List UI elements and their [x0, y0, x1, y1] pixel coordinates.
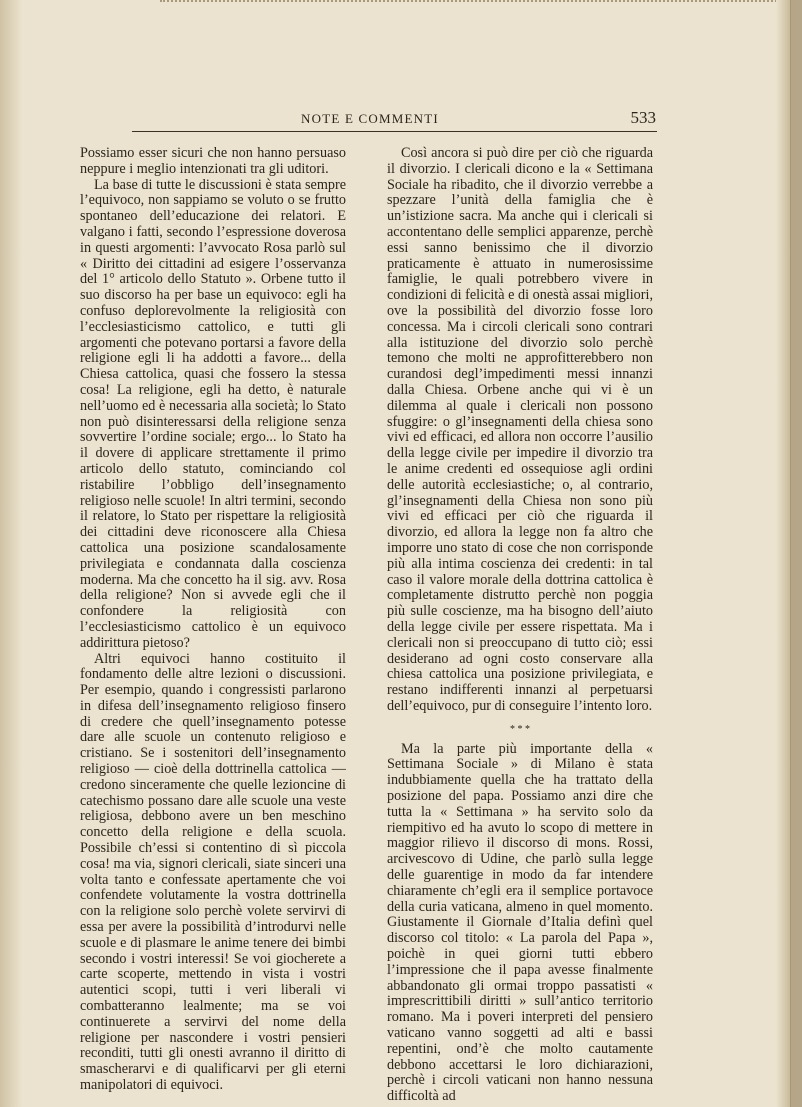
paragraph: La base di tutte le discussioni è stata sempre l’equivoco, non sappiamo se voluto o se frutto spontaneo dell’educazione dei relatori. E valgano i fatti, secondo l’espressione doverosa in questi argomenti: l’avvocato Rosa parlò sul « Diritto dei cittadini ad esigere l’osservanza del 1° articolo dello Statuto ». Orbene tutto il suo discorso ha per base un equivoco: egli ha confuso deplorevolmente la religiosità con l’ecclesiasticismo cattolico, e tutti gli argomenti che potevano portarsi a favore della religione egli li ha addotti a favore... della Chiesa cattolica, quasi che fossero la stessa cosa! La religione, egli ha detto, è naturale nell’uomo ed è necessaria alla società; lo Stato non può disinteressarsi della religione senza sovvertire l’ordine sociale; ergo... lo Stato ha il dovere di applicare strettamente il primo articolo dello statuto, cominciando col ristabilire l’obbligo dell’insegnamento religioso nelle scuole! In altri termini, secondo il relatore, lo Stato per rispettare la religiosità dei cittadini deve riconoscere alla Chiesa cattolica una posizione scandalosamente privilegiata e condannata dalla coscienza moderna. Ma che concetto ha il sig. avv. Rosa della religione? Non si avvede egli che il confondere la religiosità con l’ecclesiasticismo cattolico è un equivoco addirittura pietoso?: [80, 176, 346, 651]
page-number: 533: [630, 108, 656, 127]
paragraph: Altri equivoci hanno costituito il fondamento delle altre lezioni o discussioni. Per esempio, quando i congressisti parlarono in difesa dell’insegnamento religioso finsero di credere che quell’insegnamento potesse dare alle scuole un contenuto religioso e cristiano. Se i sostenitori dell’insegnamento religioso — cioè della dottrinella cattolica — credono sinceramente che quelle lezioncine di catechismo possano dare alle scuole una veste religiosa, debbono avere un ben meschino concetto della religione e della scuola. Possibile ch’essi si contentino di sì piccola cosa! ma via, signori clericali, siate sinceri una volta tanto e confessate apertamente che voi confendete volutamente la vostra dottrinella con la religione solo perchè volete servirvi di essa per avere la possibilità d’introdurvi nelle scuole e di plasmare le anime tenere dei bimbi secondo i vostri interessi! Se voi giocherete a carte scoperte, mettendo in vista i vostri autentici scopi, tutti i veri liberali vi combatteranno lealmente; ma se voi continuerete a servirvi del nome della religione per nascondere i vostri pensieri reconditi, tutti gli onesti avranno il diritto di smascherarvi e di qualificarvi per gli eterni manipolatori di equivoci.: [80, 650, 346, 1094]
page-top-edge: [160, 0, 780, 6]
paragraph: Così ancora si può dire per ciò che riguarda il divorzio. I clericali dicono e la « Settimana Sociale ha ribadito, che il divorzio verrebbe a spezzare l’unità della famiglia che è un’istizione sacra. Ma anche qui i clericali si accontentano delle semplici apparenze, perchè essi sanno benissimo che il divorzio praticamente è attuato in numerosissime famiglie, le quali potrebbero vivere in condizioni di felicità e di onestà assai migliori, ove la possibilità del divorzio fosse loro concessa. Ma i circoli clericali sono contrari alla istituzione del divorzio solo perchè temono che molti ne approfitterebbero non curandosi degl’impedimenti messi innanzi dalla Chiesa. Orbene anche qui vi è un dilemma al quale i clericali non possono sfuggire: o gl’insegnamenti della chiesa sono vivi ed efficaci, ed allora non occorre l’ausilio della legge civile per impedire il divorzio tra le anime credenti ed ossequiose agli ordini delle autorità ecclesiastiche; o, al contrario, gl’insegnamenti della Chiesa non sono più vivi ed efficaci per ciò che riguarda il divorzio, ed allora la legge non fa altro che imporre uno stato di cose che non corrisponde più alla intima coscienza dei credenti: in tal caso il valore morale della dottrina cattolica è completamente distrutto perchè non poggia più sulle coscienze, ma ha bisogno dell’aiuto della legge civile per essere rispettata. Ma i clericali non si preoccupano di tutto ciò; essi desiderano ad ogni costo conservare alla chiesa cattolica una posizione privilegiata, e restano indifferenti innanzi al perpetuarsi dell’equivoco, pur di conseguire l’intento loro.: [387, 145, 653, 714]
paragraph: Ma la parte più importante della « Settimana Sociale » di Milano è stata indubbiamente quella che ha trattato della posizione del papa. Possiamo anzi dire che tutta la « Settimana » ha servito solo da riempitivo ed ha avuto lo scopo di mettere in maggior rilievo il discorso di mons. Rossi, arcivescovo di Udine, che parlò sulla legge delle guarentige in modo da far intendere chiaramente ch’egli era il semplice portavoce della curia vaticana, almeno in quel momento. Giustamente il Giornale d’Italia definì quel discorso col titolo: « La parola del Papa », poichè in quei giorni tutti ebbero l’impressione che il papa avesse finalmente abbandonato gli ormai troppo passatisti « imprescrittibili diritti » sull’antico territorio romano. Ma i poveri interpreti del pensiero vaticano vanno soggetti ad alti e bassi repentini, ond’è che molto cautamente debbono accettarsi le loro dichiarazioni, perchè i circoli vaticani non hanno nessuna difficoltà ad: [387, 740, 653, 1105]
header-rule: [132, 131, 657, 132]
left-column: [80, 145, 346, 1094]
running-title: NOTE E COMMENTI: [301, 111, 439, 126]
right-column: [387, 145, 653, 1105]
section-separator: * * *: [510, 723, 530, 735]
paragraph: Possiamo esser sicuri che non hanno persuaso neppure i meglio intenzionati tra gli uditori.: [80, 145, 346, 177]
